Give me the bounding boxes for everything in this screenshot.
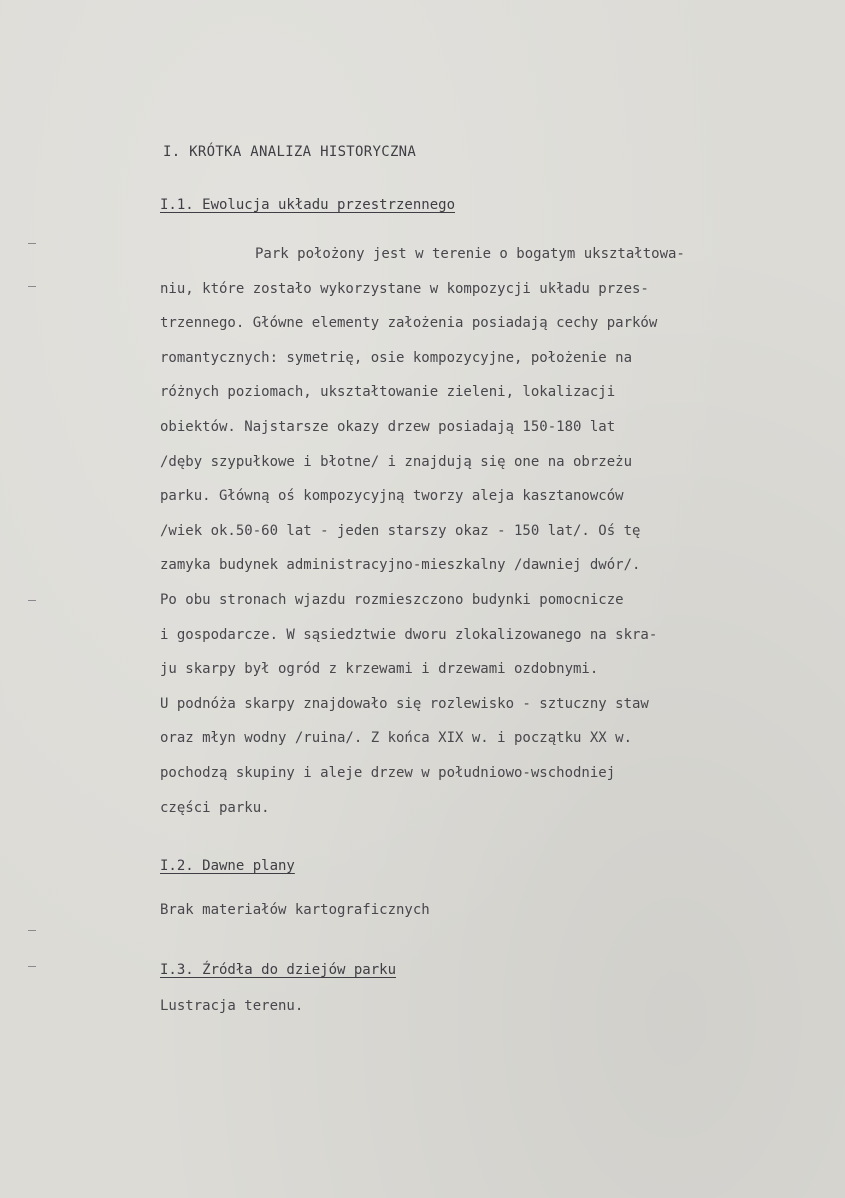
- section-title-1: I.1. Ewolucja układu przestrzennego: [160, 197, 456, 213]
- paragraph-line: /wiek ok.50-60 lat - jeden starszy okaz - 150 lat/. Oś tę: [160, 522, 641, 539]
- section-1-paragraph: [160, 237, 820, 825]
- chapter-heading: I. KRÓTKA ANALIZA HISTORYCZNA: [163, 144, 417, 160]
- section-3-text: Lustracja terenu.: [160, 998, 304, 1014]
- paragraph-line: Po obu stronach wjazdu rozmieszczono budynki pomocnicze: [160, 591, 624, 608]
- paragraph-line: oraz młyn wodny /ruina/. Z końca XIX w. i początku XX w.: [160, 730, 633, 747]
- section-2-text: Brak materiałów kartograficznych: [160, 902, 430, 918]
- margin-mark: [28, 966, 36, 967]
- paragraph-line: różnych poziomach, ukształtowanie zieleni, lokalizacji: [160, 384, 616, 401]
- paragraph-line: zamyka budynek administracyjno-mieszkalny /dawniej dwór/.: [160, 557, 641, 574]
- paragraph-line: Park położony jest w terenie o bogatym ukształtowa-: [255, 246, 685, 262]
- section-title-3: I.3. Źródła do dziejów parku: [160, 962, 397, 978]
- margin-mark: [28, 286, 36, 287]
- paragraph-line: obiektów. Najstarsze okazy drzew posiadają 150-180 lat: [160, 418, 616, 435]
- paragraph-line: /dęby szypułkowe i błotne/ i znajdują się one na obrzeżu: [160, 453, 633, 470]
- paragraph-line: niu, które zostało wykorzystane w kompozycji układu przes-: [160, 280, 649, 297]
- paragraph-line: parku. Główną oś kompozycyjną tworzy aleja kasztanowców: [160, 488, 624, 505]
- section-title-2: I.2. Dawne plany: [160, 858, 295, 874]
- margin-mark: [28, 600, 36, 601]
- paragraph-line: trzennego. Główne elementy założenia posiadają cechy parków: [160, 315, 658, 332]
- paragraph-line: U podnóża skarpy znajdowało się rozlewisko - sztuczny staw: [160, 695, 649, 712]
- paragraph-line: pochodzą skupiny i aleje drzew w południowo-wschodniej: [160, 764, 616, 781]
- paragraph-line: i gospodarcze. W sąsiedztwie dworu zlokalizowanego na skra-: [160, 626, 658, 643]
- paragraph-line: ju skarpy był ogród z krzewami i drzewami ozdobnymi.: [160, 661, 599, 678]
- paragraph-line: części parku.: [160, 799, 270, 816]
- margin-mark: [28, 243, 36, 244]
- margin-mark: [28, 930, 36, 931]
- paragraph-line: romantycznych: symetrię, osie kompozycyjne, położenie na: [160, 349, 633, 366]
